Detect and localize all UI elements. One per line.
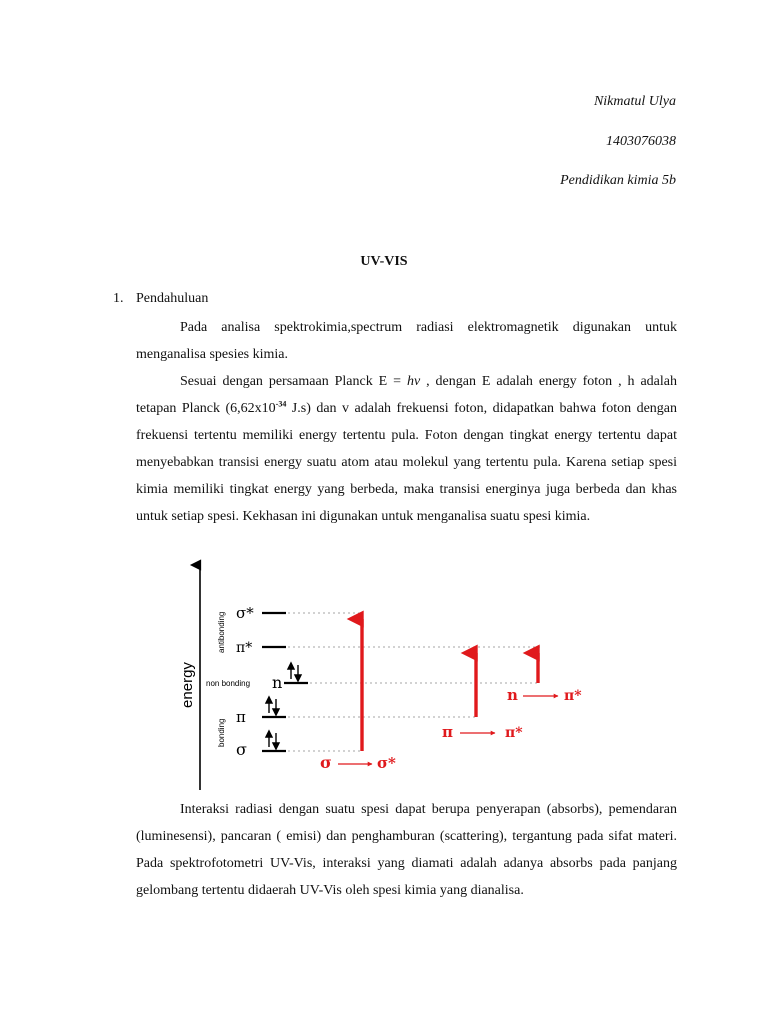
- antibonding-label: antibonding: [217, 611, 226, 653]
- paragraph-2-part-c: J.s) dan v adalah frekuensi foton, didapatkan bahwa foton dengan frekuensi tertentu memiliki energy tertentu pula. Foton dengan tingkat energy tertentu dapat menyebabkan transisi energy suatu atom atau molekul yang tertentu pula. Karena setiap spesi kimia memiliki tingkat energy yang berbeda, maka transisi energinya juga berbeda dan khas untuk setiap spesi. Kekhasan ini digunakan untuk menganalisa suatu spesi kimia.: [136, 401, 678, 524]
- paragraph-1: Pada analisa spektrokimia,spectrum radiasi elektromagnetik digunakan untuk menganalisa spesies kimia.: [136, 320, 677, 362]
- section-heading: [113, 291, 208, 307]
- nonbonding-label: non bonding: [206, 679, 251, 688]
- exponent: -34: [275, 399, 287, 409]
- energy-level-diagram: [170, 555, 610, 795]
- author-name: Nikmatul Ulya: [593, 94, 676, 109]
- n-pi-star-label: [507, 686, 582, 704]
- electron-pair-n: [288, 663, 301, 681]
- study-program: Pendidikan kimia 5b: [560, 173, 676, 188]
- planck-formula: hν: [406, 374, 421, 389]
- transition-from-n: n: [507, 686, 518, 704]
- paragraph-2-part-a: Sesuai dengan persamaan Planck E =: [180, 374, 407, 389]
- section-number: 1.: [113, 291, 124, 306]
- sigma-star-symbol: σ*: [236, 604, 254, 622]
- energy-axis-label: energy: [179, 662, 196, 708]
- transition-to-pi-star: π*: [505, 725, 523, 741]
- electron-pair-sigma: [266, 731, 279, 749]
- paragraph-3: Interaksi radiasi dengan suatu spesi dapat berupa penyerapan (absorbs), pemendaran (luminesensi), pancaran ( emisi) dan penghamburan (scattering), tergantung pada sifat materi. Pada spektrofotometri UV-Vis, interaksi yang diamati adalah adanya absorbs pada panjang gelombang tertentu didaerah UV-Vis oleh spesi kimia yang dianalisa.: [136, 802, 677, 898]
- transition-to-pi-star-n: π*: [564, 688, 582, 704]
- n-symbol: n: [272, 673, 283, 692]
- sigma-sigma-star-label: [320, 753, 396, 772]
- document-title: UV-VIS: [360, 254, 408, 269]
- transition-from-pi: π: [442, 723, 453, 741]
- paragraph-2-part-b: , dengan E adalah energy foton , h adalah tetapan Planck (6,62x10: [136, 374, 677, 416]
- bonding-label: bonding: [217, 718, 226, 747]
- sigma-symbol: σ: [236, 740, 247, 759]
- section-title: Pendahuluan: [136, 291, 209, 306]
- pi-pi-star-label: [442, 723, 523, 741]
- pi-star-symbol: π*: [236, 640, 253, 656]
- student-id: 1403076038: [606, 134, 676, 149]
- transition-from-sigma: σ: [320, 753, 332, 772]
- pi-symbol: π: [236, 708, 246, 726]
- transition-to-sigma-star: σ*: [377, 754, 396, 772]
- electron-pair-pi: [266, 697, 279, 715]
- paragraph-2: [136, 368, 677, 530]
